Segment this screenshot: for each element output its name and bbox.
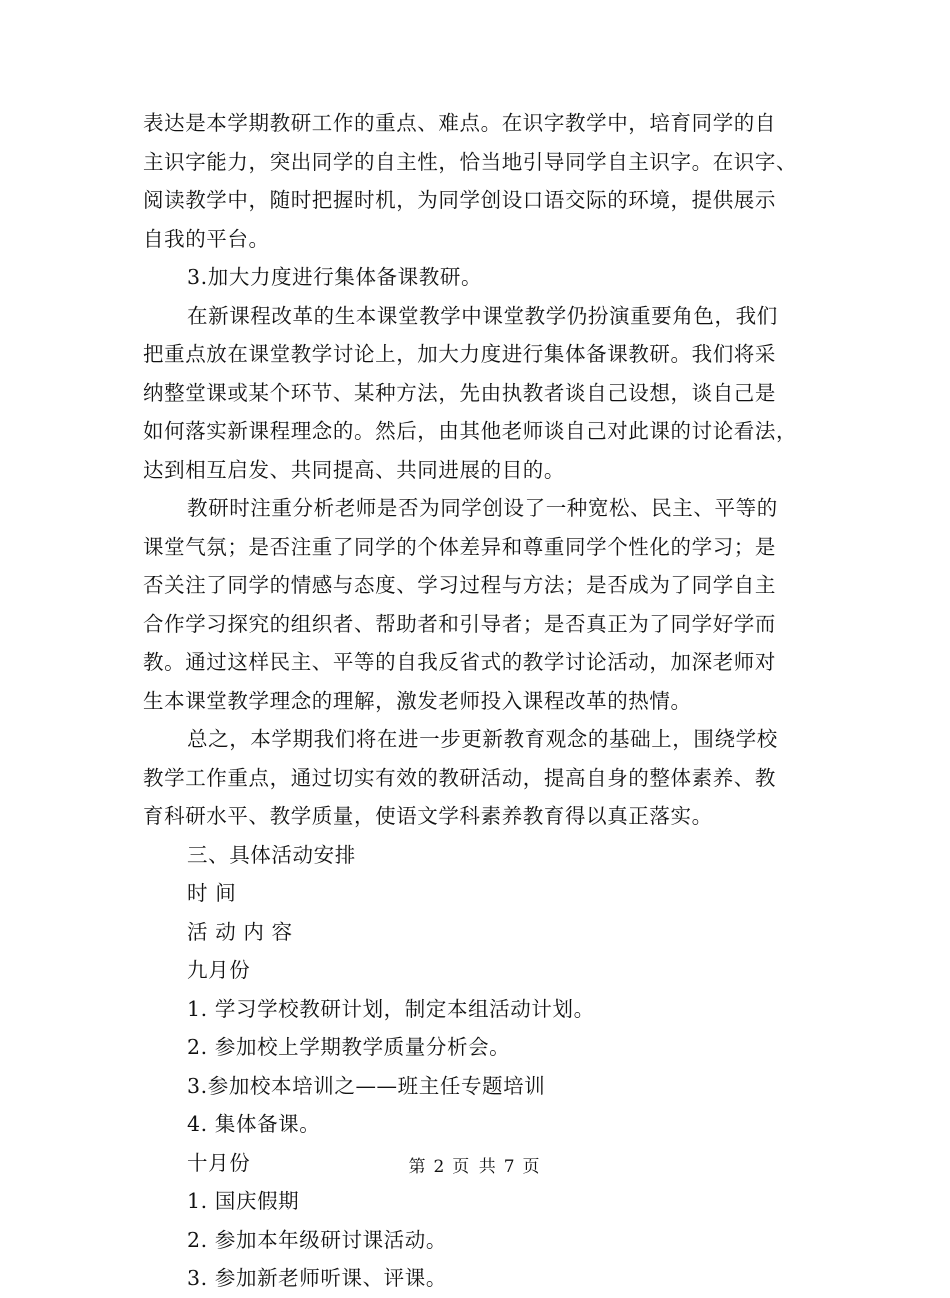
text-line: 主识字能力，突出同学的自主性，恰当地引导同学自主识字。在识字、 <box>143 149 798 174</box>
text-line: 如何落实新课程理念的。然后，由其他老师谈自己对此课的讨论看法， <box>143 419 798 443</box>
text-line: 2. 参加本年级研讨课活动。 <box>187 1227 447 1252</box>
text-line: 1. 学习学校教研计划，制定本组活动计划。 <box>187 996 595 1021</box>
text-line: 达到相互启发、共同提高、共同进展的目的。 <box>143 457 565 482</box>
text-line: 表达是本学期教研工作的重点、难点。在识字教学中，培育同学的自 <box>143 111 776 135</box>
text-line: 九月份 <box>187 958 251 982</box>
text-line: 2. 参加校上学期教学质量分析会。 <box>187 1035 511 1059</box>
text-line: 生本课堂教学理念的理解，激发老师投入课程改革的热情。 <box>143 688 692 713</box>
text-line: 课堂气氛；是否注重了同学的个体差异和尊重同学个性化的学习；是 <box>143 534 776 559</box>
text-line: 4. 集体备课。 <box>187 1112 321 1136</box>
text-line: 活 动 内 容 <box>187 919 293 944</box>
footer-middle: 页 共 <box>452 1157 498 1177</box>
document-body <box>143 104 808 1298</box>
text-line: 教学工作重点，通过切实有效的教研活动，提高自身的整体素养、教 <box>143 765 776 790</box>
text-line: 十月份 <box>187 1150 251 1175</box>
text-line: 合作学习探究的组织者、帮助者和引导者；是否真正为了同学好学而 <box>143 611 776 636</box>
footer-suffix: 页 <box>522 1157 542 1177</box>
text-line: 3.参加校本培训之——班主任专题培训 <box>187 1073 546 1098</box>
footer-total-pages: 7 <box>503 1157 517 1177</box>
text-line: 1. 国庆假期 <box>187 1189 300 1213</box>
text-line: 育科研水平、教学质量，使语文学科素养教育得以真正落实。 <box>143 804 713 828</box>
page-footer <box>0 1152 950 1177</box>
text-line: 教研时注重分析老师是否为同学创设了一种宽松、民主、平等的 <box>187 496 778 520</box>
text-line: 纳整堂课或某个环节、某种方法，先由执教者谈自己设想，谈自己是 <box>143 380 776 405</box>
footer-page-number: 2 <box>433 1157 447 1177</box>
text-line: 时 间 <box>187 881 237 905</box>
text-line: 阅读教学中，随时把握时机，为同学创设口语交际的环境，提供展示 <box>143 188 776 212</box>
text-line: 三、具体活动安排 <box>187 842 356 867</box>
text-line: 总之，本学期我们将在进一步更新教育观念的基础上，围绕学校 <box>187 727 778 751</box>
text-line: 3.加大力度进行集体备课教研。 <box>187 265 483 289</box>
text-line: 3. 参加新老师听课、评课。 <box>187 1266 447 1290</box>
text-line: 把重点放在课堂教学讨论上，加大力度进行集体备课教研。我们将采 <box>143 342 776 366</box>
text-line: 自我的平台。 <box>143 226 270 251</box>
text-line: 否关注了同学的情感与态度、学习过程与方法；是否成为了同学自主 <box>143 573 776 597</box>
text-line: 在新课程改革的生本课堂教学中课堂教学仍扮演重要角色，我们 <box>187 303 778 328</box>
text-line: 教。通过这样民主、平等的自我反省式的教学讨论活动，加深老师对 <box>143 650 776 674</box>
footer-prefix: 第 <box>408 1157 428 1177</box>
